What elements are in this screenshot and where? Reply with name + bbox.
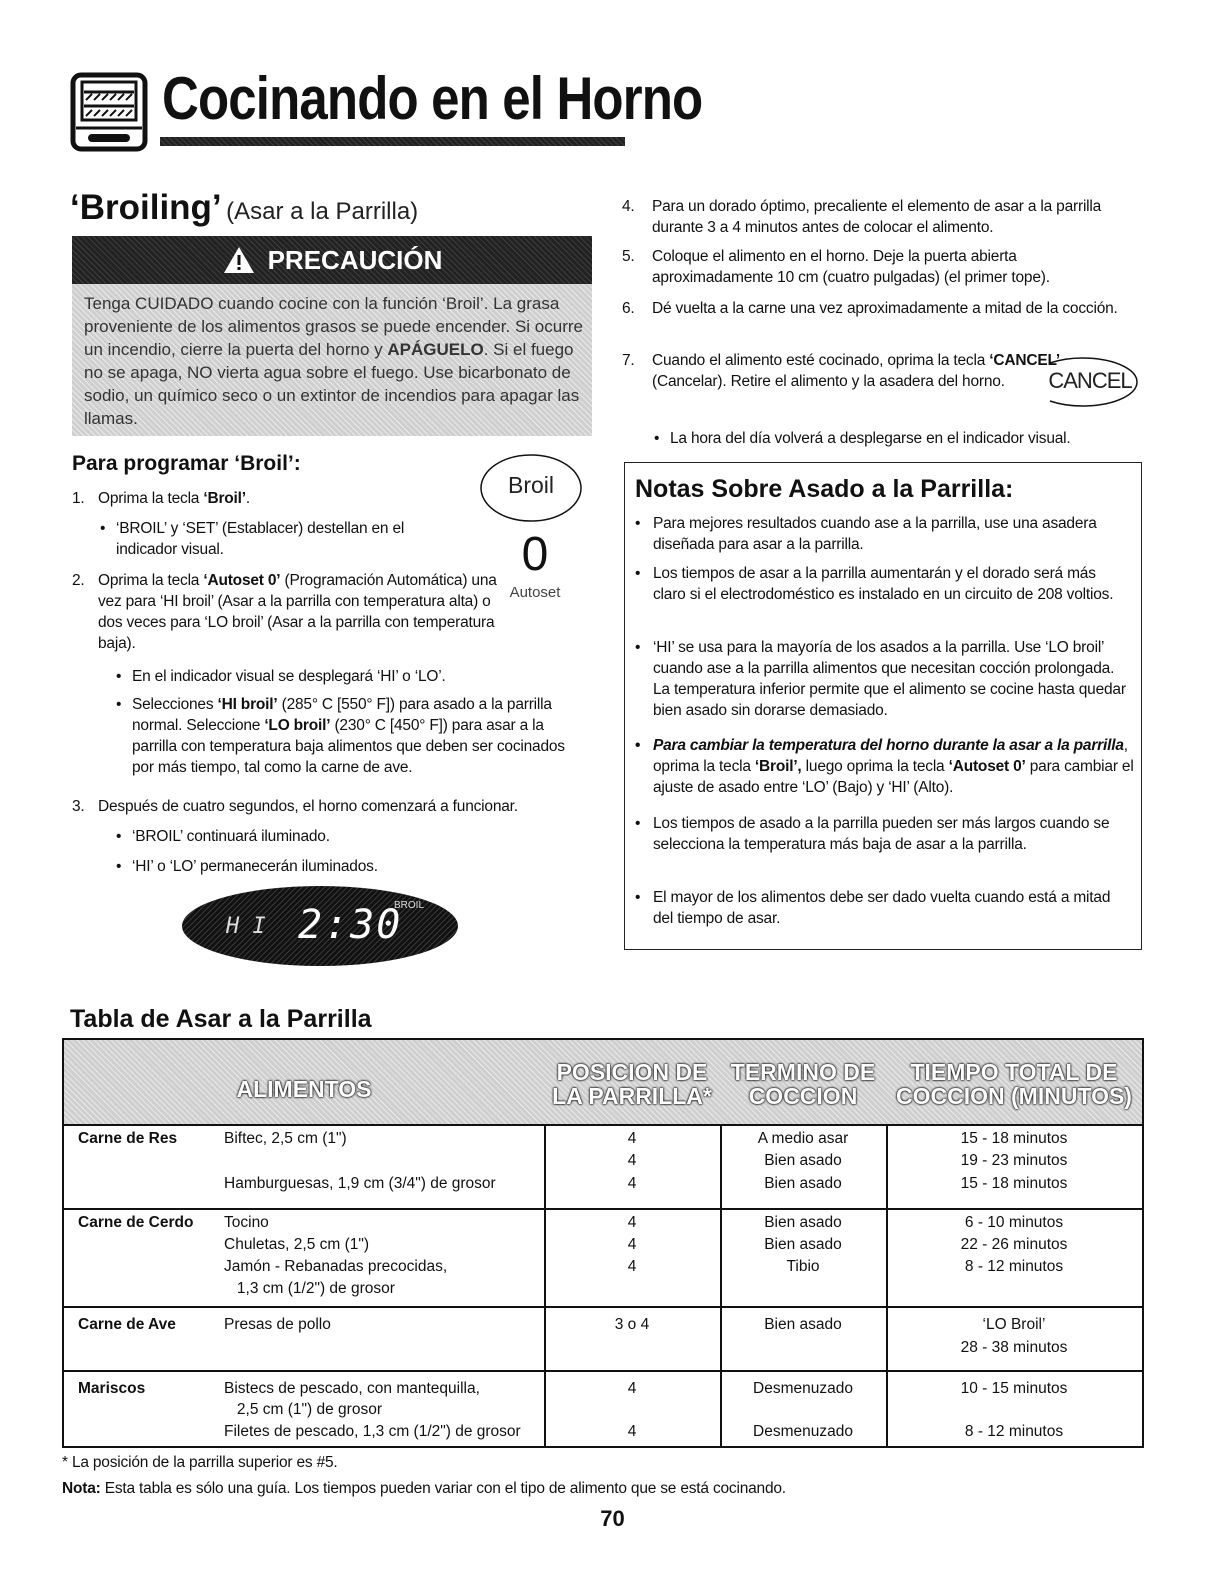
bullet-icon: • xyxy=(635,515,641,532)
row-rule xyxy=(64,1370,1142,1372)
table-cell-time: 15 - 18 minutos xyxy=(960,1175,1068,1192)
step-text: (Cancelar). Retire el alimento y la asadera del horno. xyxy=(652,373,1005,390)
notes-box xyxy=(624,462,1142,950)
note-item: Para mejores resultados cuando ase a la parrilla, use una asadera diseñada para asar a la parrilla. xyxy=(653,515,1097,553)
bullet-bold: ‘HI broil’ xyxy=(217,696,278,713)
step-7-bullet: La hora del día volverá a desplegarse en el indicador visual. xyxy=(670,430,1071,447)
note-text: luego oprima la tecla xyxy=(801,758,949,775)
bullet-icon: • xyxy=(100,520,106,537)
cancel-key-label: CANCEL xyxy=(1048,368,1132,393)
note-key-name: ‘Broil’, xyxy=(754,758,802,775)
step-4: Para un dorado óptimo, precaliente el elemento de asar a la parrilla durante 3 a 4 minutos antes de colocar el alimento. xyxy=(652,198,1102,236)
step-2-bullet xyxy=(132,694,588,778)
step-number: 2. xyxy=(72,572,85,589)
bullet-icon: • xyxy=(116,828,122,845)
table-cell-doneness: Bien asado xyxy=(764,1316,842,1333)
note-item: ‘HI’ se usa para la mayoría de los asados a la parrilla. Use ‘LO broil’ cuando ase a la parrilla alimentos que necesitan cocción prolongada. La temperatura inferior permite que el alimento se cocine hasta quedar bien asado sin dorarse demasiado. xyxy=(653,639,1126,719)
table-cell-doneness: Desmenuzado xyxy=(753,1423,853,1440)
rack-footnote: * La posición de la parrilla superior es #5. xyxy=(62,1454,338,1471)
caution-title xyxy=(72,236,592,284)
bullet-icon: • xyxy=(116,668,122,685)
table-cell-doneness: Bien asado xyxy=(764,1175,842,1192)
table-cell-time: 19 - 23 minutos xyxy=(960,1152,1068,1169)
caution-box xyxy=(72,236,592,436)
row-rule xyxy=(64,1208,1142,1210)
table-cell-doneness: Tibio xyxy=(786,1258,820,1275)
step-number: 3. xyxy=(72,798,85,815)
header-foods: ALIMENTOS xyxy=(236,1076,372,1102)
step-2-bullet: En el indicador visual se desplegará ‘HI’ o ‘LO’. xyxy=(132,668,446,685)
table-cell-food: Filetes de pescado, 1,3 cm (1/2") de grosor xyxy=(224,1423,521,1440)
table-cell-position: 4 xyxy=(627,1214,637,1231)
note-text: , oprima la tecla xyxy=(653,737,1128,775)
step-text: . xyxy=(245,490,250,507)
step-text: Oprima la tecla xyxy=(98,572,204,589)
category-label: Mariscos xyxy=(78,1380,146,1397)
table-cell-food: Jamón - Rebanadas precocidas, xyxy=(224,1258,448,1275)
section-heading-sub: (Asar a la Parrilla) xyxy=(226,198,419,225)
row-rule xyxy=(64,1124,1142,1126)
table-cell-time: 10 - 15 minutos xyxy=(960,1380,1068,1397)
display-panel xyxy=(180,884,460,968)
step-6: Dé vuelta a la carne una vez aproximadamente a mitad de la cocción. xyxy=(652,300,1118,317)
table-cell-time: ‘LO Broil’ xyxy=(982,1316,1046,1333)
section-heading xyxy=(70,188,418,228)
step-1 xyxy=(98,488,468,509)
header-doneness: TERMINO DE COCCION xyxy=(730,1059,876,1109)
table-cell-position: 4 xyxy=(627,1152,637,1169)
step-1-bullet: ‘BROIL’ y ‘SET’ (Establacer) destellan en el indicador visual. xyxy=(116,520,405,558)
bullet-icon: • xyxy=(635,639,641,656)
bullet-text: (285° C [550° F]) para asado a la parrilla normal. Seleccione xyxy=(132,696,552,734)
table-cell-doneness: A medio asar xyxy=(757,1130,849,1147)
category-label: Carne de Ave xyxy=(78,1316,176,1333)
step-3-bullet: ‘BROIL’ continuará iluminado. xyxy=(132,828,330,845)
table-cell-time: 15 - 18 minutos xyxy=(960,1130,1068,1147)
broil-table xyxy=(62,1038,1144,1448)
display-mode: H I xyxy=(226,914,266,939)
table-cell-position: 4 xyxy=(627,1380,637,1397)
step-text: Oprima la tecla xyxy=(98,490,204,507)
step-7 xyxy=(652,350,1062,392)
bullet-text: (230° C [450° F]) para asar a la parrilla con temperatura baja alimentos que deben ser cocinados por más tiempo, tal como la carne de ave. xyxy=(132,717,565,776)
step-key-name: ‘Broil’ xyxy=(203,490,246,507)
table-title: Tabla de Asar a la Parrilla xyxy=(70,1005,372,1033)
cancel-key-icon xyxy=(1030,355,1145,409)
header-total-time: TIEMPO TOTAL DE COCCION (MINUTOS) xyxy=(896,1059,1132,1109)
note-key-name: ‘Autoset 0’ xyxy=(948,758,1026,775)
note-item: Los tiempos de asar a la parrilla aumentarán y el dorado será más claro si el electrodoméstico es instalado en un circuito de 208 voltios. xyxy=(653,565,1114,603)
bullet-icon: • xyxy=(116,858,122,875)
step-text: Cuando el alimento esté cocinado, oprima la tecla xyxy=(652,352,990,369)
table-cell-time: 22 - 26 minutos xyxy=(960,1236,1068,1253)
table-cell-time: 8 - 12 minutos xyxy=(964,1258,1064,1275)
step-2 xyxy=(98,570,510,654)
category-label: Carne de Res xyxy=(78,1130,178,1147)
caution-text-part: . Si el fuego no se apaga, NO vierta agua sobre el fuego. Use bicarbonato de sodio, un químico seco o un extintor de incendios para apagar las llamas. xyxy=(84,340,580,428)
note-text: para cambiar el ajuste de asado entre ‘LO’ (Bajo) y ‘HI’ (Alto). xyxy=(653,758,1134,796)
table-cell-food: Chuletas, 2,5 cm (1") xyxy=(224,1236,370,1253)
bullet-icon: • xyxy=(635,889,641,906)
bullet-icon: • xyxy=(654,430,660,447)
table-note xyxy=(62,1478,786,1499)
caution-text xyxy=(84,292,584,430)
title-rule xyxy=(160,137,625,146)
table-cell-doneness: Desmenuzado xyxy=(753,1380,853,1397)
warning-icon xyxy=(222,245,256,275)
table-cell-position: 4 xyxy=(627,1258,637,1275)
table-cell-position: 3 o 4 xyxy=(614,1316,650,1333)
display-time: 2:30 xyxy=(298,902,403,948)
header-rack-position: POSICION DE LA PARRILLA* xyxy=(552,1059,712,1109)
table-note-text: Esta tabla es sólo una guía. Los tiempos pueden variar con el tipo de alimento que se está cocinando. xyxy=(100,1480,786,1497)
table-cell-doneness: Bien asado xyxy=(764,1236,842,1253)
program-heading: Para programar ‘Broil’: xyxy=(72,452,301,475)
display-label: BROIL xyxy=(394,900,425,911)
table-cell-position: 4 xyxy=(627,1175,637,1192)
page-number: 70 xyxy=(600,1506,625,1531)
table-cell-food: 2,5 cm (1") de grosor xyxy=(224,1401,382,1418)
table-cell-doneness: Bien asado xyxy=(764,1214,842,1231)
category-label: Carne de Cerdo xyxy=(78,1214,194,1231)
broil-key-icon xyxy=(478,452,584,524)
step-number: 7. xyxy=(622,352,635,369)
bullet-icon: • xyxy=(635,737,641,754)
table-cell-food: Presas de pollo xyxy=(224,1316,331,1333)
table-cell-time: 28 - 38 minutos xyxy=(960,1339,1068,1356)
bullet-icon: • xyxy=(635,565,641,582)
page-title: Cocinando en el Horno xyxy=(162,65,703,132)
step-number: 5. xyxy=(622,248,635,265)
bullet-icon: • xyxy=(116,696,122,713)
oven-icon xyxy=(70,72,148,152)
table-cell-food: 1,3 cm (1/2") de grosor xyxy=(224,1280,395,1297)
step-text: (Programación Automática) una vez para ‘HI broil’ (Asar a la parrilla con temperatura alta) o dos veces para ‘LO broil’ (Asar a la parrilla con temperatura baja). xyxy=(98,572,497,652)
note-emphasis: Para cambiar la temperatura del horno durante la asar a la parrilla xyxy=(653,737,1124,754)
autoset-number: 0 xyxy=(521,528,549,581)
step-number: 1. xyxy=(72,490,85,507)
table-cell-position: 4 xyxy=(627,1236,637,1253)
table-cell-food: Hamburguesas, 1,9 cm (3/4") de grosor xyxy=(224,1175,496,1192)
table-cell-time: 6 - 10 minutos xyxy=(964,1214,1064,1231)
table-cell-food: Tocino xyxy=(224,1214,269,1231)
table-cell-food: Bistecs de pescado, con mantequilla, xyxy=(224,1380,480,1397)
autoset-label: Autoset xyxy=(509,584,561,601)
step-3-bullet: ‘HI’ o ‘LO’ permanecerán iluminados. xyxy=(132,858,378,875)
caution-text-part: Tenga CUIDADO cuando cocine con la función ‘Broil’. La grasa proveniente de los alimentos grasos se puede encender. Si ocurre un incendio, cierre la puerta del horno y xyxy=(84,294,583,359)
section-heading-main: ‘Broiling’ xyxy=(70,188,222,227)
step-5: Coloque el alimento en el horno. Deje la puerta abierta aproximadamente 10 cm (cuatro pulgadas) (el primer tope). xyxy=(652,248,1050,286)
table-cell-food: Biftec, 2,5 cm (1") xyxy=(224,1130,347,1147)
caution-title-text: PRECAUCIÓN xyxy=(267,244,443,275)
broil-key-label: Broil xyxy=(507,472,554,498)
note-item xyxy=(653,735,1135,798)
bullet-text: Selecciones xyxy=(132,696,218,713)
table-note-label: Nota: xyxy=(62,1480,101,1497)
table-cell-time: 8 - 12 minutos xyxy=(964,1423,1064,1440)
step-number: 4. xyxy=(622,198,635,215)
bullet-icon: • xyxy=(635,815,641,832)
step-key-name: ‘CANCEL’ xyxy=(989,352,1060,369)
notes-title: Notas Sobre Asado a la Parrilla: xyxy=(635,475,1014,503)
note-item: Los tiempos de asado a la parrilla pueden ser más largos cuando se selecciona la temperatura más baja de asar a la parrilla. xyxy=(653,815,1110,853)
row-rule xyxy=(64,1306,1142,1308)
table-cell-position: 4 xyxy=(627,1423,637,1440)
note-item: El mayor de los alimentos debe ser dado vuelta cuando está a mitad del tiempo de asar. xyxy=(653,889,1111,927)
table-cell-doneness: Bien asado xyxy=(764,1152,842,1169)
step-3: Después de cuatro segundos, el horno comenzará a funcionar. xyxy=(98,798,518,815)
step-number: 6. xyxy=(622,300,635,317)
bullet-bold: ‘LO broil’ xyxy=(264,717,331,734)
caution-text-bold: APÁGUELO xyxy=(387,340,484,359)
step-key-name: ‘Autoset 0’ xyxy=(203,572,281,589)
autoset-key-icon xyxy=(500,528,570,608)
table-cell-position: 4 xyxy=(627,1130,637,1147)
